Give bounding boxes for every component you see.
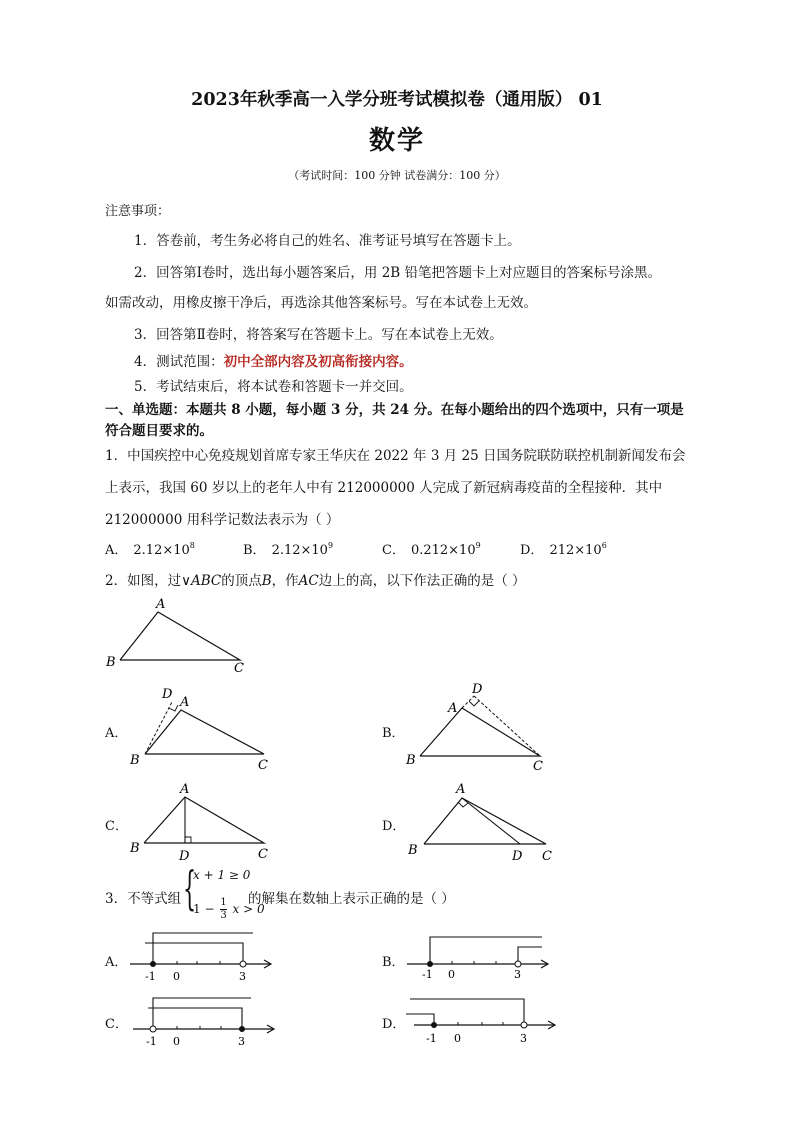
q1-option-b-exp: 9 (327, 541, 334, 550)
q2-option-b-extension (462, 696, 474, 708)
q2-option-b-label-d: D (472, 682, 483, 697)
q2-option-a-height (145, 702, 172, 754)
q2-stem-c: ，作 (271, 573, 299, 589)
q3-a-ray-left (153, 933, 253, 964)
q3-d-point-3 (521, 1022, 527, 1028)
q2-option-c[interactable]: C． (105, 819, 128, 834)
q3-c-ray-right (148, 1008, 242, 1029)
q2-option-b-label-a: A (448, 701, 458, 716)
q2-option-d-label-a: A (456, 782, 466, 797)
q2-option-c-label-a: A (180, 782, 190, 797)
q2-option-a-right-angle (169, 705, 178, 711)
q1-option-d[interactable] (520, 539, 607, 558)
q1-option-a-exp: 8 (189, 541, 195, 550)
q1-option-a-base: 2.12×10 (133, 543, 190, 558)
q2-stem-b: 的顶点 (221, 573, 262, 589)
section-heading-line2: 符合题目要求的。 (105, 423, 213, 439)
q2-stem-triangle: ∨ABC (181, 573, 222, 589)
q2-option-b-label-c: C (533, 759, 543, 774)
notes-heading: 注意事项： (105, 204, 171, 219)
q3-brace: { (183, 861, 197, 915)
q2-option-c-label-d: D (179, 849, 190, 864)
exam-info: （考试时间：100 分钟 试卷满分：100 分） (288, 169, 506, 182)
q3-d-ray-right (410, 999, 524, 1025)
q2-option-b-triangle (420, 708, 540, 756)
note-item-5: 5．考试结束后，将本试卷和答题卡一并交回。 (134, 379, 413, 395)
q3-c-label-3: 3 (238, 1035, 245, 1048)
q3-c-ray-left (153, 998, 251, 1029)
q2-option-d-label-b: B (408, 843, 418, 858)
q3-b-ray-right (518, 947, 542, 964)
q2-stem-side: AC (298, 573, 319, 589)
q2-option-c-right-angle (185, 837, 191, 843)
q3-c-point-neg1 (150, 1026, 156, 1032)
q2-option-b-label-b: B (406, 753, 416, 768)
q1-option-b-label: B． (243, 543, 266, 558)
q2-option-a-triangle (145, 710, 264, 754)
q2-option-a-label-d: D (162, 687, 173, 702)
q3-a-label-neg1: -1 (145, 970, 156, 983)
q3-option-d-numberline[interactable] (404, 990, 564, 1046)
q2-main-triangle (120, 612, 240, 660)
q3-d-point-neg1 (431, 1022, 437, 1028)
q3-a-point-3 (240, 961, 246, 967)
q1-option-d-exp: 6 (601, 541, 607, 550)
q2-option-a-label-a: A (180, 695, 190, 710)
q3-d-label-3: 3 (520, 1032, 527, 1045)
section-heading-line1: 一、单选题：本题共 8 小题，每小题 3 分，共 24 分。在每小题给出的四个选项中，只有一项是 (105, 402, 684, 418)
note-item-4 (134, 350, 413, 370)
q2-option-b-right-angle (469, 701, 479, 706)
q3-suffix: 的解集在数轴上表示正确的是（ ） (248, 891, 455, 907)
q1-option-c-base: 0.212×10 (410, 543, 476, 558)
q2-option-d-segment (462, 798, 520, 844)
q2-option-d-right-angle (458, 802, 468, 807)
q2-main-label-b: B (106, 655, 116, 670)
q3-option-a[interactable]: A． (105, 955, 128, 970)
paper-title: 2023年秋季高一入学分班考试模拟卷（通用版） 01 (191, 90, 603, 110)
q3-d-label-neg1: -1 (426, 1032, 437, 1045)
note-item-3: 3．回答第Ⅱ卷时，将答案写在答题卡上。写在本试卷上无效。 (134, 327, 503, 343)
q3-c-label-0: 0 (173, 1035, 180, 1048)
q3-prefix: 3．不等式组 (105, 891, 182, 907)
q2-stem (105, 569, 526, 589)
q1-stem-line3: 212000000 用科学记数法表示为（ ） (105, 512, 340, 528)
q1-option-b-base: 2.12×10 (271, 543, 328, 558)
q1-option-c-label: C． (382, 543, 405, 558)
q2-main-label-c: C (234, 661, 244, 676)
q1-option-c-exp: 9 (475, 541, 481, 550)
q2-stem-a: 2．如图，过 (105, 573, 182, 589)
test-scope: 初中全部内容及初高衔接内容。 (223, 354, 413, 370)
note-item-4-prefix: 4．测试范围： (134, 354, 224, 370)
q3-ineq2-b: x > 0 (232, 902, 265, 916)
q3-fraction (220, 897, 226, 922)
q3-ineq2-a: 1 − (193, 902, 215, 916)
q2-option-d[interactable]: D． (382, 819, 406, 834)
q3-b-label-3: 3 (514, 968, 521, 981)
q3-option-b-numberline[interactable] (402, 928, 562, 984)
q3-inequality-1: x + 1 ≥ 0 (193, 868, 251, 882)
q2-stem-vertex: B (261, 573, 272, 589)
q3-c-label-neg1: -1 (146, 1035, 157, 1048)
q3-option-d[interactable]: D． (382, 1017, 406, 1032)
q2-option-c-figure[interactable] (128, 778, 278, 864)
q3-fraction-num: 1 (220, 897, 227, 908)
q3-a-point-neg1 (150, 961, 156, 967)
q1-option-d-label: D． (520, 543, 544, 558)
q2-stem-d: 边上的高，以下作法正确的是（ ） (318, 573, 526, 589)
q2-main-label-a: A (156, 597, 166, 612)
q3-a-label-3: 3 (239, 970, 246, 983)
q2-option-c-label-c: C (258, 847, 268, 862)
q3-b-point-neg1 (427, 961, 433, 967)
q2-option-c-triangle (144, 797, 264, 843)
q2-option-b-figure[interactable] (402, 682, 552, 774)
q2-option-d-label-d: D (512, 849, 523, 864)
q1-option-b[interactable] (243, 539, 333, 558)
q2-option-b[interactable]: B． (382, 726, 405, 741)
q2-option-a-label-b: B (130, 753, 140, 768)
q3-d-ray-left (406, 1014, 434, 1025)
q3-d-label-0: 0 (454, 1032, 461, 1045)
q1-stem-line1: 1．中国疾控中心免疫规划首席专家王华庆在 2022 年 3 月 25 日国务院联防联控机制新闻发布会 (105, 448, 686, 464)
q3-option-b[interactable]: B． (382, 955, 405, 970)
q1-option-c[interactable] (382, 539, 481, 558)
q1-option-d-base: 212×10 (549, 543, 602, 558)
q3-b-point-3 (515, 961, 521, 967)
q2-option-d-triangle (424, 798, 546, 844)
q3-a-ray-right (145, 943, 243, 964)
q3-c-point-3 (239, 1026, 245, 1032)
q2-option-d-figure[interactable] (404, 778, 564, 866)
q2-option-a[interactable]: A． (105, 726, 128, 741)
q1-option-a[interactable] (105, 539, 195, 558)
q3-option-c[interactable]: C． (105, 1017, 128, 1032)
q3-fraction-den: 3 (220, 910, 227, 921)
q2-option-c-label-b: B (130, 841, 140, 856)
q2-option-a-label-c: C (258, 758, 268, 773)
q3-a-label-0: 0 (173, 970, 180, 983)
q2-option-b-height (474, 696, 540, 756)
note-item-2-continued: 如需改动，用橡皮擦干净后，再选涂其他答案标号。写在本试卷上无效。 (105, 295, 537, 311)
q3-b-label-0: 0 (448, 968, 455, 981)
subject-title: 数学 (368, 126, 425, 156)
q2-option-a-figure[interactable] (128, 684, 278, 774)
note-item-2: 2．回答第Ⅰ卷时，选出每小题答案后，用 2B 铅笔把答题卡上对应题目的答案标号涂黑。 (134, 265, 662, 281)
q3-b-label-neg1: -1 (422, 968, 433, 981)
q3-option-c-numberline[interactable] (128, 992, 288, 1048)
note-item-1: 1．答卷前，考生务必将自己的姓名、准考证号填写在答题卡上。 (134, 233, 521, 249)
q1-option-a-label: A． (105, 543, 128, 558)
q3-b-ray-left (430, 937, 542, 964)
q2-main-triangle-figure (100, 592, 260, 677)
q1-stem-line2: 上表示，我国 60 岁以上的老年人中有 212000000 人完成了新冠病毒疫苗的全程接种．其中 (105, 480, 663, 496)
q3-option-a-numberline[interactable] (125, 928, 285, 984)
q2-option-d-label-c: C (542, 849, 552, 864)
